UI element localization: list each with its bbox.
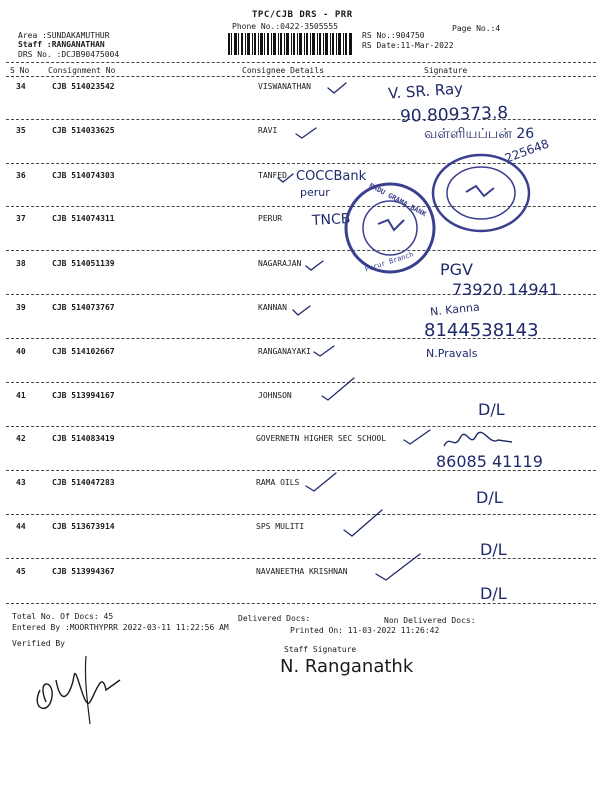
row-consignee: VISWANATHAN xyxy=(258,82,311,91)
row-consignment: CJB 514083419 xyxy=(52,434,115,443)
total-docs: Total No. Of Docs: 45 xyxy=(12,612,114,621)
stamp-text: NADU GRAMA BANK xyxy=(367,181,428,219)
verified-by-signature xyxy=(26,650,136,730)
entered-by: Entered By :MOORTHYPRR 2022-03-11 11:22:56 AM xyxy=(12,623,229,632)
non-delivered-docs: Non Delivered Docs: xyxy=(384,616,476,625)
col-signature: Signature xyxy=(424,66,468,75)
rs-date: RS Date:11-Mar-2022 xyxy=(362,41,454,50)
row-sno: 42 xyxy=(16,434,26,443)
signature-row-42-scribble xyxy=(440,430,520,454)
signature-row-36a: COCCBank xyxy=(296,169,367,184)
signature-row-43: D/L xyxy=(476,488,503,507)
row-consignee: NAVANEETHA KRISHNAN xyxy=(256,567,348,576)
row-consignee: JOHNSON xyxy=(258,391,292,400)
row-consignee: SPS MULITI xyxy=(256,522,305,531)
row-consignment: CJB 513673914 xyxy=(52,522,115,531)
col-consignment: Consignment No xyxy=(48,66,116,75)
row-consignment: CJB 514023542 xyxy=(52,82,115,91)
row-consignment: CJB 514102667 xyxy=(52,347,115,356)
signature-row-34b: 90.809373.8 xyxy=(399,103,509,127)
row-sno: 43 xyxy=(16,478,26,487)
row-consignment: CJB 514047283 xyxy=(52,478,115,487)
row-consignee: TANFED xyxy=(258,171,287,180)
row-sno: 44 xyxy=(16,522,26,531)
staff-label: Staff :RANGANATHAN xyxy=(18,40,105,49)
row-sno: 34 xyxy=(16,82,26,91)
row-consignment: CJB 513994367 xyxy=(52,567,115,576)
signature-row-42b: 86085 41119 xyxy=(436,452,543,471)
row-consignee: RANGANAYAKI xyxy=(258,347,311,356)
signature-row-41: D/L xyxy=(478,400,505,419)
signature-row-35b: 225648 xyxy=(502,136,551,166)
signature-row-34a: V. SR. Ray xyxy=(387,79,464,103)
row-sno: 41 xyxy=(16,391,26,400)
row-consignment: CJB 513994167 xyxy=(52,391,115,400)
row-consignee: GOVERNETN HIGHER SEC SCHOOL xyxy=(256,434,387,443)
row-consignment: CJB 514033625 xyxy=(52,126,115,135)
signature-row-38a: PGV xyxy=(440,260,473,279)
row-consignment: CJB 514074311 xyxy=(52,214,115,223)
signature-row-40: N.Pravals xyxy=(426,347,478,360)
bank-stamp-upper xyxy=(426,148,536,238)
row-sno: 40 xyxy=(16,347,26,356)
stamp-branch: Perur Branch xyxy=(364,250,415,274)
signature-row-38b: 73920 14941 xyxy=(452,280,559,299)
area-label: Area :SUNDAKAMUTHUR xyxy=(18,31,110,40)
rs-number: RS No.:904750 xyxy=(362,31,425,40)
row-consignee: KANNAN xyxy=(258,303,287,312)
col-sno: S No xyxy=(10,66,30,75)
page-number: Page No.:4 xyxy=(452,24,501,33)
row-consignment: CJB 514051139 xyxy=(52,259,115,268)
col-consignee: Consignee Details xyxy=(242,66,324,75)
row-sno: 39 xyxy=(16,303,26,312)
signature-row-36b: perur xyxy=(300,186,330,199)
row-consignee: NAGARAJAN xyxy=(258,259,302,268)
printed-on: Printed On: 11-03-2022 11:26:42 xyxy=(290,626,440,635)
signature-row-44: D/L xyxy=(480,540,507,559)
row-sno: 37 xyxy=(16,214,26,223)
row-consignment: CJB 514073767 xyxy=(52,303,115,312)
row-consignment: CJB 514074303 xyxy=(52,171,115,180)
row-consignee: PERUR xyxy=(258,214,283,223)
signature-row-39b: 8144538143 xyxy=(424,320,539,341)
row-consignee: RAMA OILS xyxy=(256,478,300,487)
signature-row-37: TNCB xyxy=(311,211,351,229)
verified-by: Verified By xyxy=(12,639,65,648)
row-consignee: RAVI xyxy=(258,126,278,135)
row-sno: 35 xyxy=(16,126,26,135)
drs-number: DRS No. :DCJB90475004 xyxy=(18,50,120,59)
document-title: TPC/CJB DRS - PRR xyxy=(252,10,353,20)
signature-row-45: D/L xyxy=(480,584,507,603)
signature-row-35: வள்ளியப்பன் 26 xyxy=(424,126,535,142)
row-sno: 38 xyxy=(16,259,26,268)
row-sno: 45 xyxy=(16,567,26,576)
staff-signature-label: Staff Signature xyxy=(284,645,357,654)
signature-row-39a: N. Kanna xyxy=(429,300,481,319)
staff-signature: N. Ranganathk xyxy=(280,656,414,677)
row-sno: 36 xyxy=(16,171,26,180)
phone-number: Phone No.:0422-3505555 xyxy=(232,22,338,31)
delivered-docs: Delivered Docs: xyxy=(238,614,311,623)
